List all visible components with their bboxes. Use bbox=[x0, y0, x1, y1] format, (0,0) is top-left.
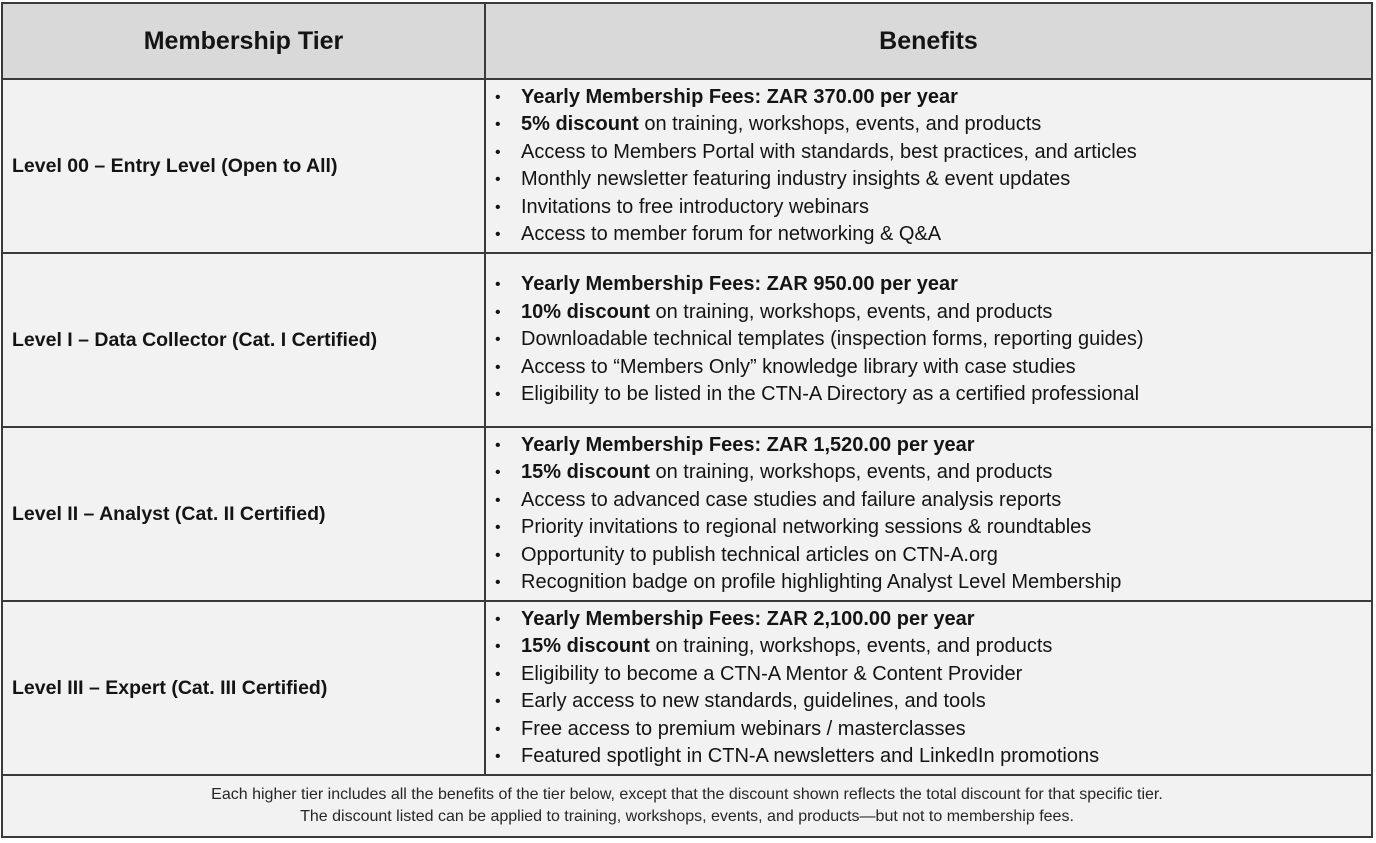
bullet-icon: • bbox=[495, 358, 501, 376]
benefit-bold-text: Yearly Membership Fees: ZAR 2,100.00 per year bbox=[521, 607, 975, 630]
benefit-text: Downloadable technical templates (inspection forms, reporting guides) bbox=[521, 328, 1144, 351]
benefit-item bbox=[493, 139, 1363, 167]
benefit-text: Access to member forum for networking & Q&A bbox=[521, 223, 942, 245]
table-footnote bbox=[3, 776, 1371, 836]
bullet-icon: • bbox=[495, 303, 501, 321]
footnote-line-1: Each higher tier includes all the benefits of the tier below, except that the discount shown reflects the total discount for that specific tier. bbox=[211, 786, 1163, 803]
benefit-item bbox=[493, 459, 1363, 487]
benefit-text: on training, workshops, events, and products bbox=[649, 300, 1053, 323]
benefit-text: Access to “Members Only” knowledge library with case studies bbox=[521, 355, 1076, 378]
bullet-icon: • bbox=[495, 491, 501, 509]
benefit-text: Priority invitations to regional networking sessions & roundtables bbox=[521, 516, 1092, 538]
benefit-item bbox=[493, 432, 1363, 460]
tier-row-level-ii bbox=[3, 428, 1371, 602]
benefit-text: on training, workshops, events, and products bbox=[649, 461, 1053, 483]
benefit-item bbox=[493, 743, 1363, 771]
tier-row-level-i bbox=[3, 254, 1371, 428]
benefits-list bbox=[493, 80, 1363, 252]
tier-name: Level 00 – Entry Level (Open to All) bbox=[12, 154, 338, 177]
benefit-bold-text: Yearly Membership Fees: ZAR 1,520.00 per year bbox=[521, 433, 975, 456]
benefit-item bbox=[493, 661, 1363, 689]
benefit-text: Invitations to free introductory webinars bbox=[521, 195, 869, 218]
header-membership-tier: Membership Tier bbox=[143, 26, 344, 55]
benefit-item bbox=[493, 166, 1363, 194]
bullet-icon: • bbox=[495, 519, 501, 536]
benefit-item bbox=[493, 111, 1363, 139]
benefits-list bbox=[493, 254, 1363, 426]
tier-row-level-00 bbox=[3, 80, 1371, 254]
benefit-text: Eligibility to be listed in the CTN-A Directory as a certified professional bbox=[521, 383, 1140, 406]
tier-row-level-iii bbox=[3, 602, 1371, 776]
benefit-item bbox=[493, 84, 1363, 112]
bullet-icon: • bbox=[495, 693, 501, 710]
bullet-icon: • bbox=[495, 720, 501, 738]
benefit-item bbox=[493, 569, 1363, 597]
benefit-item bbox=[493, 487, 1363, 515]
bullet-icon: • bbox=[495, 748, 501, 765]
benefit-item bbox=[493, 633, 1363, 661]
bullet-icon: • bbox=[495, 464, 501, 481]
benefit-text: Access to Members Portal with standards, best practices, and articles bbox=[521, 140, 1137, 163]
benefit-item bbox=[493, 688, 1363, 716]
tier-name: Level II – Analyst (Cat. II Certified) bbox=[12, 502, 326, 525]
benefit-item bbox=[493, 299, 1363, 327]
bullet-icon: • bbox=[495, 386, 501, 404]
benefit-bold-text: 15% discount bbox=[521, 461, 650, 483]
tier-name: Level III – Expert (Cat. III Certified) bbox=[12, 676, 328, 699]
membership-table bbox=[1, 2, 1373, 838]
bullet-icon: • bbox=[495, 226, 501, 243]
benefit-text: Eligibility to become a CTN-A Mentor & Content Provider bbox=[521, 662, 1023, 685]
table-header bbox=[3, 4, 1371, 80]
benefit-bold-text: 10% discount bbox=[521, 300, 650, 323]
bullet-icon: • bbox=[495, 143, 501, 161]
benefit-text: Opportunity to publish technical articles on CTN-A.org bbox=[521, 543, 998, 566]
bullet-icon: • bbox=[495, 198, 501, 216]
benefits-list bbox=[493, 428, 1363, 600]
bullet-icon: • bbox=[495, 436, 501, 454]
benefit-text: on training, workshops, events, and products bbox=[649, 635, 1053, 657]
benefit-bold-text: Yearly Membership Fees: ZAR 950.00 per year bbox=[521, 273, 958, 296]
benefit-item bbox=[493, 606, 1363, 634]
bullet-icon: • bbox=[495, 116, 501, 133]
benefit-bold-text: 5% discount bbox=[521, 113, 639, 135]
benefit-item bbox=[493, 514, 1363, 542]
benefit-item bbox=[493, 542, 1363, 570]
bullet-icon: • bbox=[495, 331, 501, 349]
benefits-list bbox=[493, 602, 1363, 774]
benefit-item bbox=[493, 221, 1363, 249]
benefit-text: Featured spotlight in CTN-A newsletters and LinkedIn promotions bbox=[521, 745, 1100, 767]
bullet-icon: • bbox=[495, 88, 501, 106]
benefit-item bbox=[493, 194, 1363, 222]
benefit-text: Early access to new standards, guidelines, and tools bbox=[521, 690, 986, 712]
benefit-item bbox=[493, 381, 1363, 409]
benefit-text: Free access to premium webinars / masterclasses bbox=[521, 717, 966, 740]
bullet-icon: • bbox=[495, 276, 501, 294]
bullet-icon: • bbox=[495, 638, 501, 655]
benefit-text: Recognition badge on profile highlighting Analyst Level Membership bbox=[521, 571, 1122, 593]
benefit-text: on training, workshops, events, and products bbox=[638, 113, 1042, 135]
header-benefits: Benefits bbox=[879, 26, 978, 55]
tier-name: Level I – Data Collector (Cat. I Certified) bbox=[12, 328, 378, 351]
benefit-text: Access to advanced case studies and failure analysis reports bbox=[521, 488, 1062, 511]
benefit-item bbox=[493, 716, 1363, 744]
benefit-item bbox=[493, 326, 1363, 354]
bullet-icon: • bbox=[495, 665, 501, 683]
bullet-icon: • bbox=[495, 574, 501, 591]
bullet-icon: • bbox=[495, 546, 501, 564]
bullet-icon: • bbox=[495, 610, 501, 628]
benefit-bold-text: Yearly Membership Fees: ZAR 370.00 per year bbox=[521, 85, 958, 108]
benefit-item bbox=[493, 271, 1363, 299]
benefit-item bbox=[493, 354, 1363, 382]
benefit-text: Monthly newsletter featuring industry insights & event updates bbox=[521, 168, 1071, 190]
bullet-icon: • bbox=[495, 171, 501, 188]
benefit-bold-text: 15% discount bbox=[521, 635, 650, 657]
footnote-line-2: The discount listed can be applied to training, workshops, events, and products—but not to membership fees. bbox=[300, 808, 1074, 825]
